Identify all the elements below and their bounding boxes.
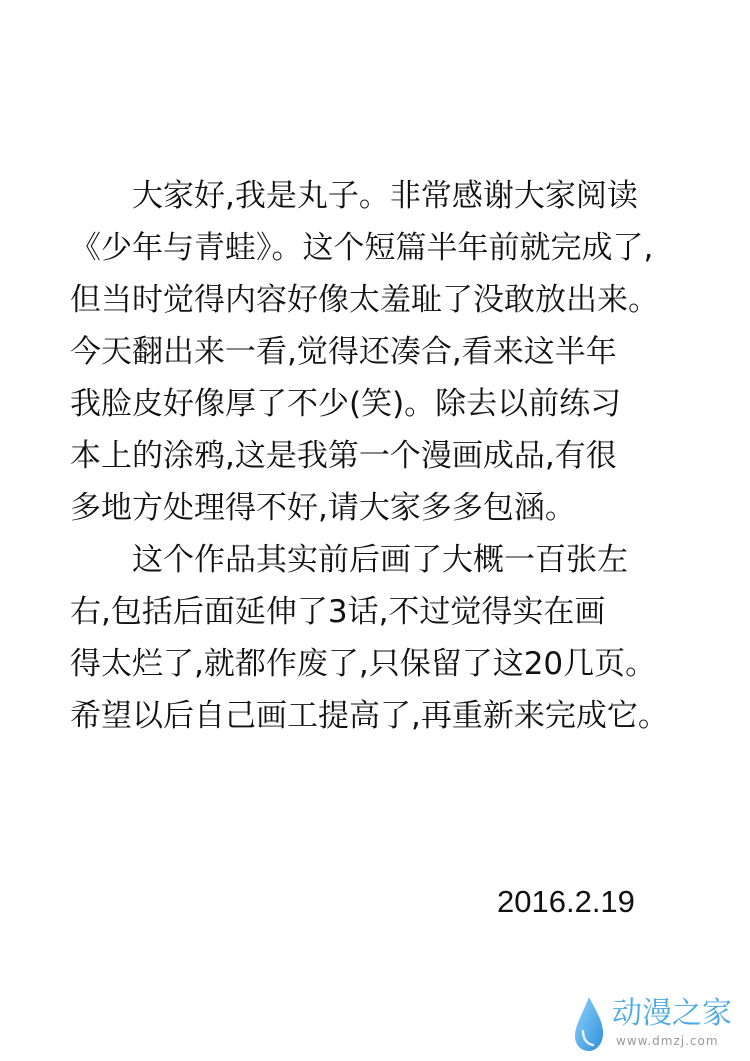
watermark-url: www.dmzj.com	[616, 1034, 719, 1048]
paragraph-2-line-4: 希望以后自己画工提高了,再重新来完成它。	[70, 698, 669, 734]
paragraph-1-line-4: 今天翻出来一看,觉得还凑合,看来这半年	[70, 334, 617, 370]
paragraph-1-line-5: 我脸皮好像厚了不少(笑)。除去以前练习	[70, 386, 622, 422]
site-watermark	[572, 987, 742, 1057]
paragraph-2-line-1: 这个作品其实前后画了大概一百张左	[132, 542, 628, 578]
droplet-logo-icon	[572, 995, 606, 1053]
afterword-text	[70, 170, 710, 742]
paragraph-1-line-1: 大家好,我是丸子。非常感谢大家阅读	[132, 178, 638, 214]
afterword-date: 2016.2.19	[497, 884, 635, 919]
paragraph-1-line-6: 本上的涂鸦,这是我第一个漫画成品,有很	[70, 438, 617, 474]
paragraph-1-line-2: 《少年与青蛙》。这个短篇半年前就完成了,	[70, 230, 654, 266]
watermark-name: 动漫之家	[612, 996, 732, 1031]
paragraph-1-line-3: 但当时觉得内容好像太羞耻了没敢放出来。	[70, 282, 659, 318]
paragraph-2-line-2: 右,包括后面延伸了3话,不过觉得实在画	[70, 594, 606, 630]
paragraph-1-line-7: 多地方处理得不好,请大家多多包涵。	[70, 490, 576, 526]
paragraph-2-line-3: 得太烂了,就都作废了,只保留了这20几页。	[70, 646, 657, 682]
